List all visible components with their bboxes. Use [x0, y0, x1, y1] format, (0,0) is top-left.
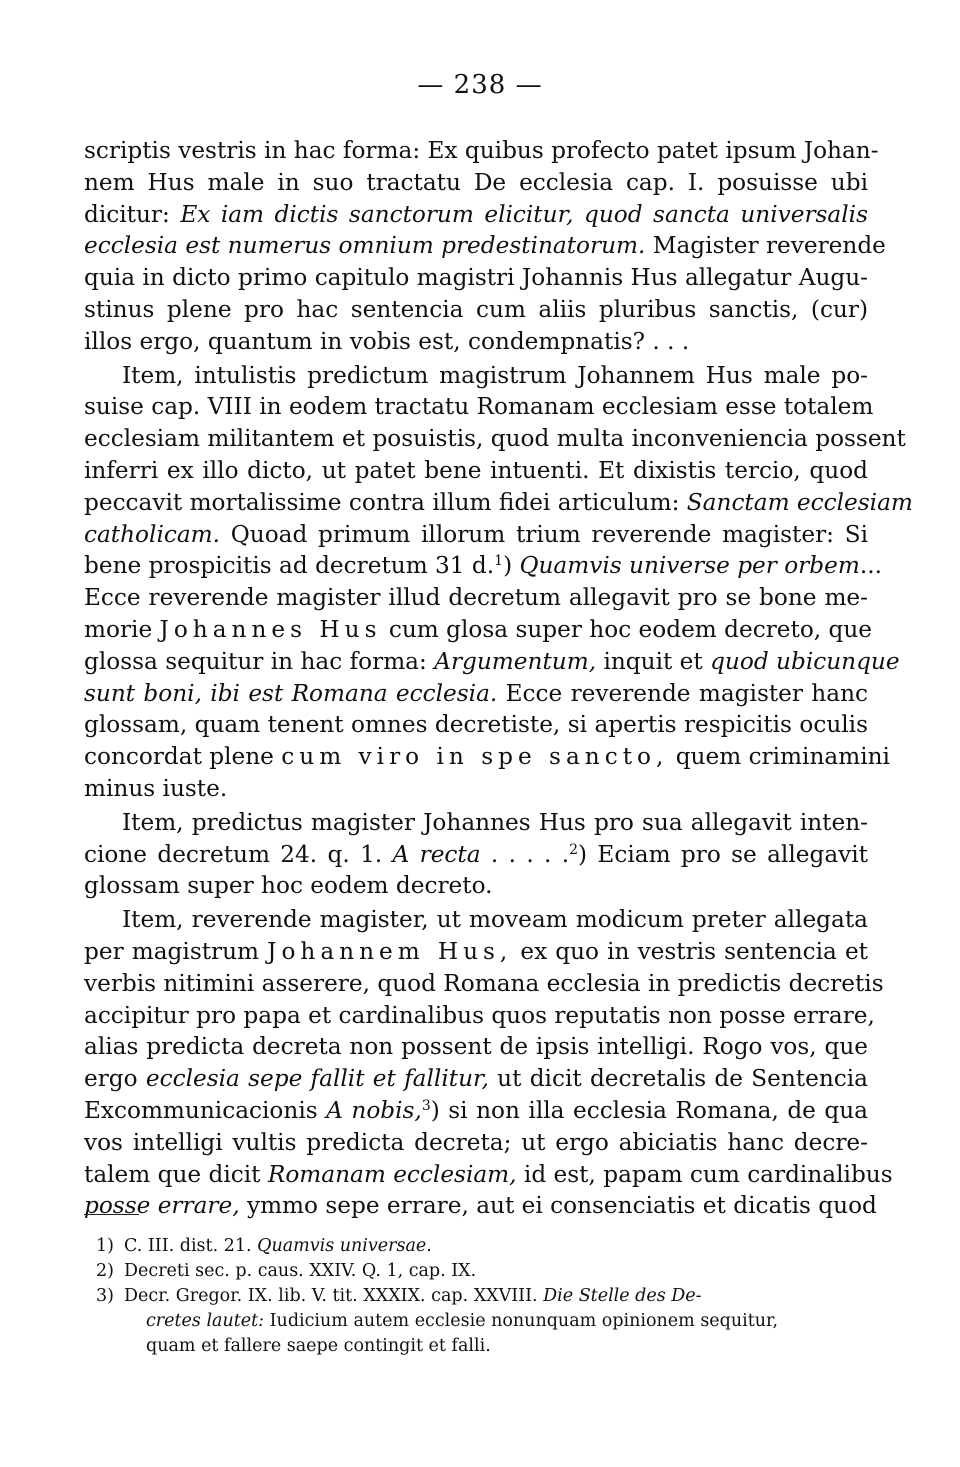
text-line: cione decretum 24. q. 1. A recta . . . . .$^2$) Eciam pro se allegavit [84, 840, 868, 868]
text-line: inferri ex illo dicto, ut patet bene intuenti. Et dixistis tercio, quod [84, 456, 868, 484]
spaced-name: Johannem Hus, [267, 937, 513, 965]
body-text [84, 135, 913, 1222]
italic-text: A recta [392, 840, 481, 868]
text-line: ecclesia est numerus omnium predestinatorum. Magister reverende [84, 232, 886, 260]
italic-text: Quamvis universe per orbem [519, 552, 860, 580]
text-line: glossa sequitur in hac forma: Argumentum, inquit et quod ubicunque [84, 647, 900, 675]
footnote-number: 2) [96, 1261, 114, 1281]
text-line: scriptis vestris in hac forma: Ex quibus profecto patet ipsum Johan- [84, 137, 879, 164]
text-line: ecclesiam militantem et posuistis, quod multa inconveniencia possent [84, 425, 906, 453]
footnote-number: 1) [96, 1236, 114, 1256]
italic-text: sunt boni, ibi est Romana ecclesia. [84, 679, 498, 707]
fraktur-text: cretes lautet: [146, 1311, 265, 1331]
text-line: vos intelligi vultis predicta decreta; ut ergo abiciatis hanc decre- [84, 1128, 868, 1156]
italic-text: catholicam. [84, 520, 221, 548]
footnote-ref: 2 [569, 841, 579, 858]
text-line: stinus plene pro hac sentencia cum aliis pluribus sanctis, (cur) [84, 295, 868, 323]
footnote-line: 1) C. III. dist. 21. Quamvis universae. [84, 1234, 868, 1259]
text-line: morie Johannes Hus cum glosa super hoc eodem decreto, que [84, 615, 873, 643]
footnote-line: 3) Decr. Gregor. IX. lib. V. tit. XXXIX. cap. XXVIII. Die Stelle des De- [84, 1284, 868, 1309]
text-line: talem que dicit Romanam ecclesiam, id est, papam cum cardinalibus [84, 1160, 893, 1188]
spaced-name: cum viro in spe sancto, [281, 743, 669, 771]
footnote-ref: 1 [494, 553, 504, 570]
footnotes [84, 1234, 868, 1359]
footnote-rule [84, 1214, 139, 1215]
italic-text: ecclesia sepe fallit et fallitur, [145, 1065, 489, 1093]
italic-text: Quamvis universae. [257, 1236, 432, 1256]
page-number: — 238 — [417, 70, 543, 100]
italic-text: A nobis, [326, 1096, 422, 1124]
italic-text: Romanam ecclesiam, [267, 1160, 517, 1188]
text-line: suise cap. VIII in eodem tractatu Romanam ecclesiam esse totalem [84, 393, 874, 421]
italic-text: Sanctam ecclesiam [686, 488, 913, 516]
footnote-number: 3) [96, 1286, 114, 1306]
italic-text: quod ubicunque [710, 647, 900, 675]
text-line: nem Hus male in suo tractatu De ecclesia cap. I. posuisse ubi [84, 168, 868, 196]
text-line: concordat plene cum viro in spe sancto, quem criminamini [84, 743, 890, 771]
text-line: dicitur: Ex iam dictis sanctorum elicitur, quod sancta universalis [84, 200, 868, 228]
footnote-ref: 3 [421, 1097, 431, 1114]
text-line: Item, intulistis predictum magistrum Johannem Hus male po- [122, 361, 868, 389]
text-line: ergo ecclesia sepe fallit et fallitur, ut dicit decretalis de Sentencia [84, 1065, 869, 1093]
italic-text: Ex iam dictis sanctorum elicitur, quod sancta universalis [180, 200, 868, 228]
italic-text: posse errare, [84, 1192, 240, 1220]
text-line: glossam, quam tenent omnes decretiste, si apertis respicitis oculis [84, 711, 868, 739]
text-line: verbis nitimini asserere, quod Romana ecclesia in predictis decretis [84, 969, 884, 997]
footnote-line: cretes lautet: Iudicium autem ecclesie nonunquam opinionem sequitur, [146, 1311, 779, 1331]
text-line: illos ergo, quantum in vobis est, condempnatis? . . . [84, 327, 690, 355]
text-line: bene prospicitis ad decretum 31 d.$^1$) Quamvis universe per orbem... [84, 552, 882, 580]
spaced-name: Johannes Hus [159, 615, 382, 643]
text-line: Ecce reverende magister illud decretum allegavit pro se bone me- [84, 584, 868, 612]
text-line: alias predicta decreta non possent de ipsis intelligi. Rogo vos, que [84, 1033, 868, 1061]
text-line: minus iuste. [84, 774, 228, 802]
footnote-line: 2) Decreti sec. p. caus. XXIV. Q. 1, cap. IX. [84, 1259, 868, 1284]
text-line: glossam super hoc eodem decreto. [84, 872, 493, 900]
text-line: Excommunicacionis A nobis,$^3$) si non illa ecclesia Romana, de qua [84, 1096, 868, 1124]
text-line: Item, reverende magister, ut moveam modicum preter allegata [122, 906, 868, 934]
text-line: posse errare, ymmo sepe errare, aut ei consenciatis et dicatis quod [84, 1192, 877, 1220]
text-line: catholicam. Quoad primum illorum trium reverende magister: Si [84, 520, 868, 548]
text-line: per magistrum Johannem Hus, ex quo in vestris sentencia et [84, 937, 869, 965]
text-line: accipitur pro papa et cardinalibus quos reputatis non posse errare, [84, 1001, 875, 1029]
italic-text: Argumentum, [434, 647, 597, 675]
italic-text: ecclesia est numerus omnium predestinatorum. [84, 232, 646, 260]
text-line: sunt boni, ibi est Romana ecclesia. Ecce reverende magister hanc [84, 679, 868, 707]
text-line: quia in dicto primo capitulo magistri Johannis Hus allegatur Augu- [84, 264, 868, 292]
fraktur-text: Die Stelle des De- [543, 1286, 702, 1306]
text-line: peccavit mortalissime contra illum fidei articulum: Sanctam ecclesiam [84, 488, 913, 516]
text-line: Item, predictus magister Johannes Hus pro sua allegavit inten- [122, 808, 868, 836]
footnote-line: quam et fallere saepe contingit et falli. [146, 1336, 491, 1356]
